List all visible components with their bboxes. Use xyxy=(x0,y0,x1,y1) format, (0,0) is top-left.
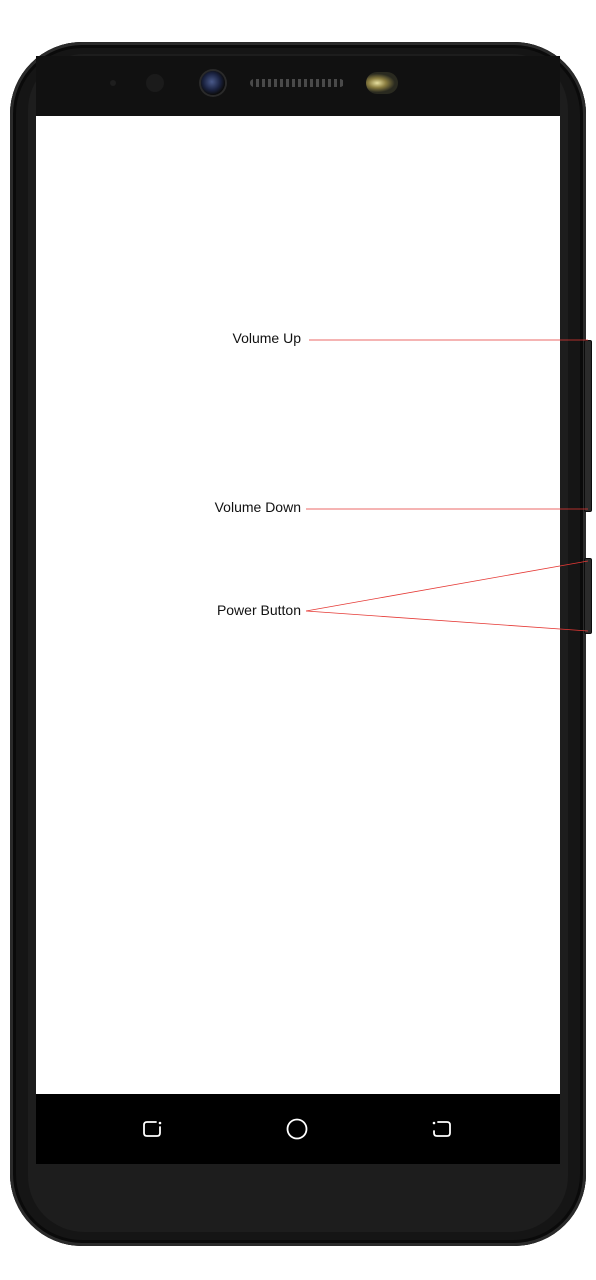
volume-down-label: Volume Down xyxy=(214,499,301,515)
power-callout-line-bottom xyxy=(306,611,588,631)
volume-up-label: Volume Up xyxy=(232,330,301,346)
power-button-label: Power Button xyxy=(216,602,301,618)
power-callout-line-top xyxy=(306,561,588,611)
